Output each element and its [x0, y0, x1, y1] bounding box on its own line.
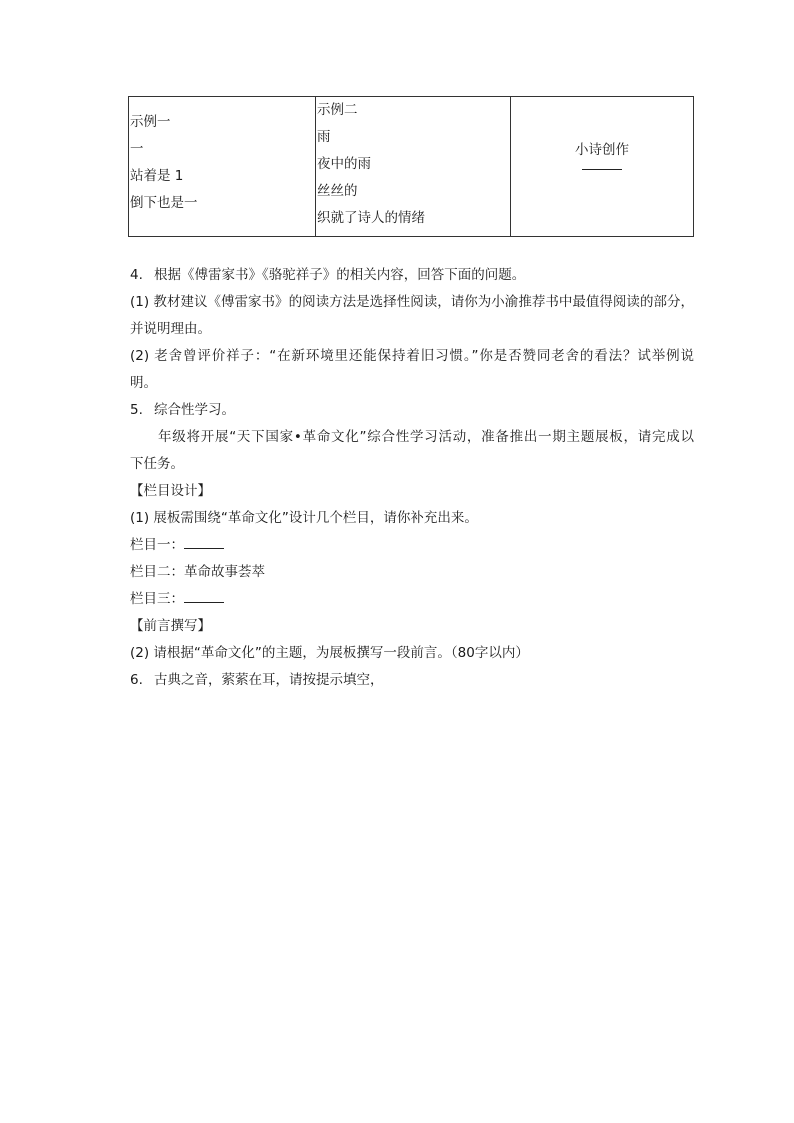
poem-creation-title: 小诗创作: [575, 142, 629, 158]
q5-sub1: (1) 展板需围绕“革命文化”设计几个栏目，请你补充出来。: [130, 510, 478, 526]
q4-sub2-line1: (2) 老舍曾评价祥子：“在新环境里还能保持着旧习惯。”你是否赞同老舍的看法？试举例说: [130, 348, 694, 364]
question-text: 综合性学习。: [154, 402, 235, 418]
section-heading: 【栏目设计】: [130, 483, 211, 499]
q4-sub1-line2: 并说明理由。: [130, 321, 211, 337]
question-6: [130, 667, 694, 694]
question-4: [130, 262, 694, 289]
poem-answer-blank[interactable]: [582, 169, 622, 170]
column-one-row: [130, 532, 694, 559]
question-number: 6.: [130, 672, 143, 688]
example-one-line: 站着是 1: [130, 168, 184, 184]
poem-example-table: [128, 96, 694, 237]
question-text: 古典之音，萦萦在耳，请按提示填空，: [154, 672, 384, 688]
table-cell-example-two: [316, 97, 511, 237]
question-text: 根据《傅雷家书》《骆驼祥子》的相关内容，回答下面的问题。: [154, 267, 526, 283]
example-one-line: 倒下也是一: [130, 195, 198, 211]
column-three-blank[interactable]: [184, 588, 224, 603]
section-heading: 【前言撰写】: [130, 618, 211, 634]
example-two-line: 丝丝的: [317, 183, 358, 199]
q4-sub1-line1: (1) 教材建议《傅雷家书》的阅读方法是选择性阅读，请你为小渝推荐书中最值得阅读的部分，: [130, 294, 694, 310]
table-cell-poem-creation: [511, 97, 694, 237]
column-two-row: 栏目二：革命故事荟萃: [130, 564, 265, 580]
q5-intro-line2: 下任务。: [130, 456, 184, 472]
question-number: 4.: [130, 267, 143, 283]
column-one-blank[interactable]: [184, 534, 224, 549]
q5-intro-line1: 年级将开展“天下国家•革命文化”综合性学习活动，准备推出一期主题展板，请完成以: [158, 429, 694, 445]
example-two-label: 示例二: [317, 102, 358, 118]
column-one-label: 栏目一：: [130, 537, 184, 553]
q4-sub2-line2: 明。: [130, 375, 157, 391]
example-one-line: 一: [130, 141, 144, 157]
example-two-line: 织就了诗人的情绪: [317, 210, 425, 226]
example-two-line: 雨: [317, 129, 331, 145]
column-three-label: 栏目三：: [130, 591, 184, 607]
q5-sub2: (2) 请根据“革命文化”的主题，为展板撰写一段前言。（80字以内）: [130, 645, 529, 661]
example-one-label: 示例一: [130, 114, 171, 130]
table-cell-example-one: [129, 97, 316, 237]
column-three-row: [130, 586, 694, 613]
question-number: 5.: [130, 402, 143, 418]
example-two-line: 夜中的雨: [317, 156, 371, 172]
question-content: [130, 262, 694, 694]
question-5: [130, 397, 694, 424]
